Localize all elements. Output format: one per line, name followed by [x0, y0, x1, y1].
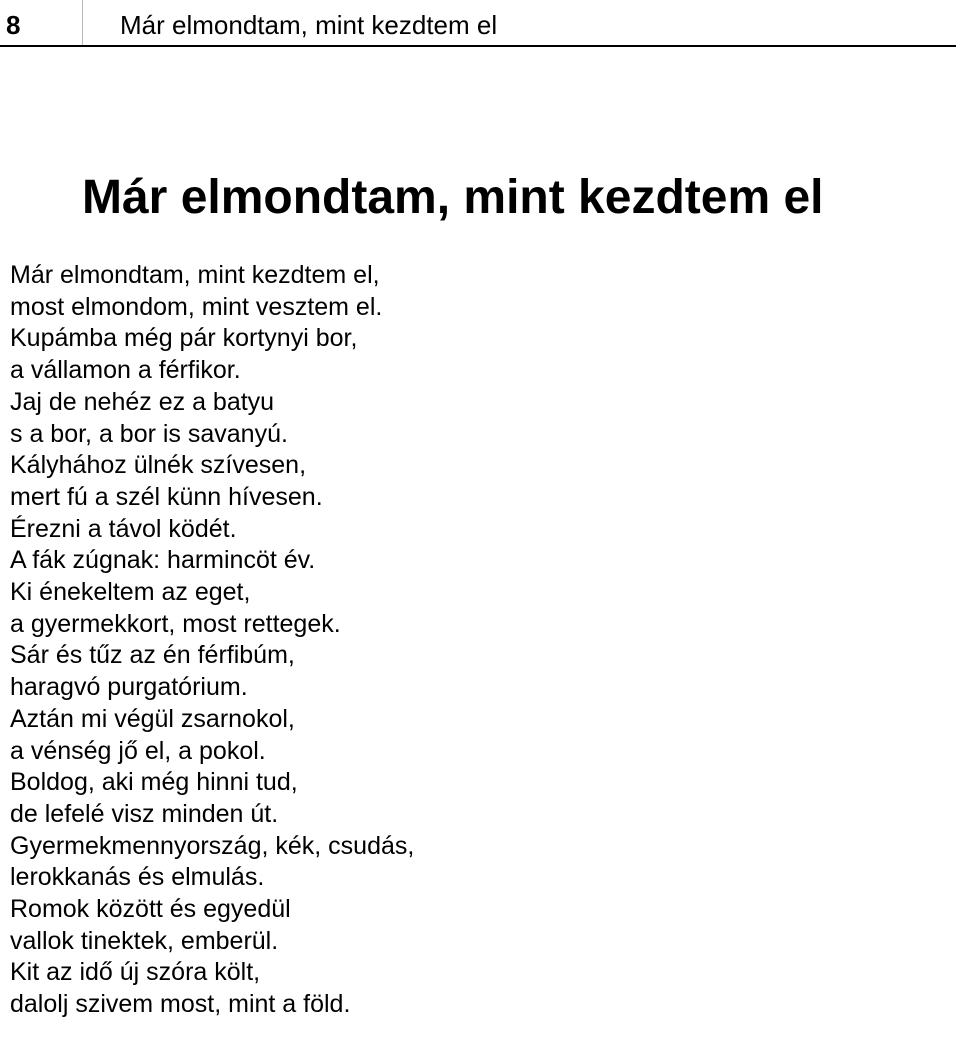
- poem-body: [10, 260, 414, 1021]
- poem-title: Már elmondtam, mint kezdtem el: [82, 171, 824, 224]
- poem-line: de lefelé visz minden út.: [10, 799, 279, 828]
- poem-line: most elmondom, mint vesztem el.: [10, 292, 383, 321]
- poem-line: Romok között és egyedül: [10, 895, 291, 924]
- poem-line: vallok tinektek, emberül.: [10, 926, 279, 955]
- poem-line: a gyermekkort, most rettegek.: [10, 609, 341, 638]
- poem-line: Kályhához ülnék szívesen,: [10, 451, 307, 480]
- running-title: Már elmondtam, mint kezdtem el: [120, 10, 498, 40]
- poem-line: Jaj de nehéz ez a batyu: [10, 387, 275, 416]
- poem-line: A fák zúgnak: harmincöt év.: [10, 546, 316, 575]
- page-number: 8: [6, 10, 21, 40]
- poem-line: mert fú a szél künn hívesen.: [10, 482, 323, 511]
- poem-line: Már elmondtam, mint kezdtem el,: [10, 261, 380, 289]
- poem-line: a vénség jő el, a pokol.: [10, 736, 266, 765]
- poem-line: Ki énekeltem az eget,: [10, 578, 251, 607]
- poem-line: Gyermekmennyország, kék, csudás,: [10, 831, 415, 860]
- poem-line: lerokkanás és elmulás.: [10, 863, 265, 892]
- poem-line: s a bor, a bor is savanyú.: [10, 419, 288, 448]
- poem-line: a vállamon a férfikor.: [10, 356, 241, 385]
- poem-line: Érezni a távol ködét.: [10, 514, 237, 543]
- poem-line: Boldog, aki még hinni tud,: [10, 768, 298, 797]
- header-rule: [0, 45, 956, 47]
- poem-line: Aztán mi végül zsarnokol,: [10, 704, 295, 733]
- poem-line: haragvó purgatórium.: [10, 673, 248, 702]
- poem-line: Kupámba még pár kortynyi bor,: [10, 324, 358, 353]
- poem-line: dalolj szivem most, mint a föld.: [10, 990, 351, 1019]
- running-header: [0, 0, 960, 48]
- header-divider: [82, 0, 83, 46]
- poem-line: Sár és tűz az én férfibúm,: [10, 641, 295, 670]
- poem-line: Kit az idő új szóra költ,: [10, 958, 261, 987]
